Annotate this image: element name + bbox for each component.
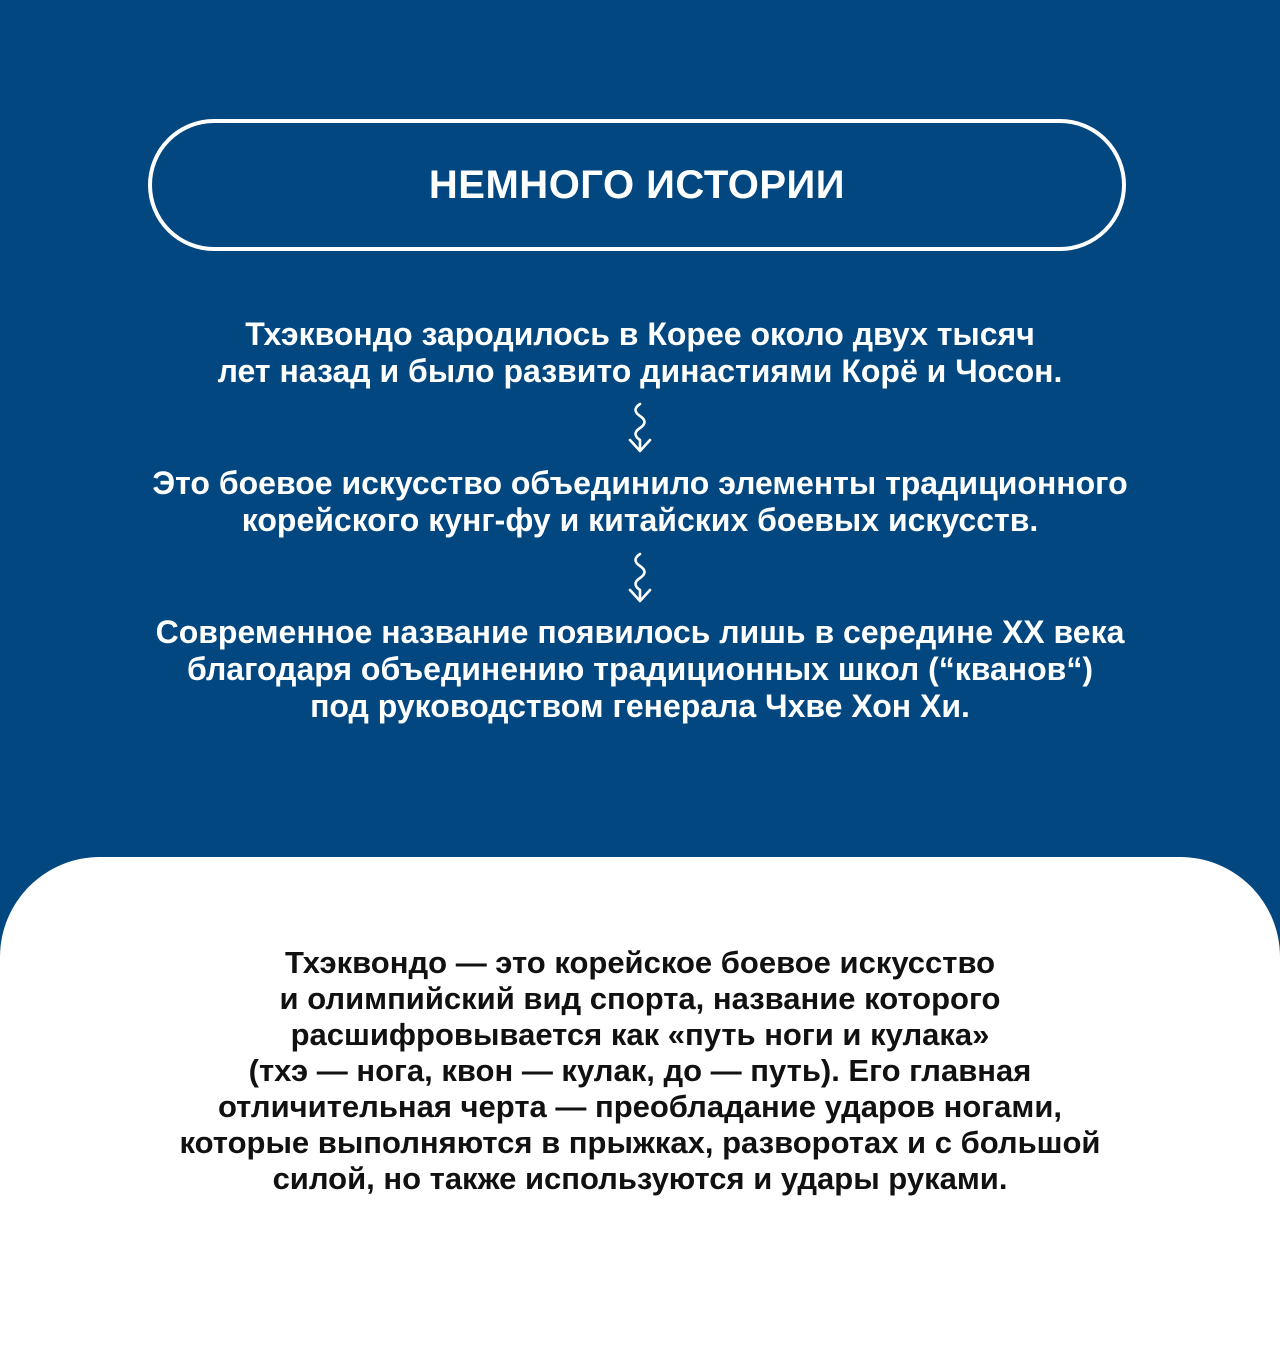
squiggle-down-arrow-icon <box>620 400 660 456</box>
history-paragraph-modern-name: Современное название появилось лишь в середине XX века благодаря объединению традиционных школ (“кванов“) под руководством генерала Чхве Хон Хи. <box>155 614 1125 724</box>
section-title: НЕМНОГО ИСТОРИИ <box>428 162 846 207</box>
squiggle-down-arrow-icon <box>620 550 660 606</box>
history-paragraph-origin: Тхэквондо зародилось в Корее около двух тысяч лет назад и было развито династиями Корё и Чосон. <box>217 316 1063 389</box>
history-paragraph-influences: Это боевое искусство объединило элементы традиционного корейского кунг-фу и китайских боевых искусств. <box>152 465 1128 538</box>
definition-text: Тхэквондо — это корейское боевое искусство и олимпийский вид спорта, название которого расшифровывается как «путь ноги и кулака» (тхэ — нога, квон — кулак, до — путь). Его главная отличительная черта — преобладание ударов ногами, которые выполняются в прыжках, разворотах и с большой силой, но также используются и удары руками. <box>179 945 1101 1196</box>
section-title-pill <box>148 119 1126 251</box>
